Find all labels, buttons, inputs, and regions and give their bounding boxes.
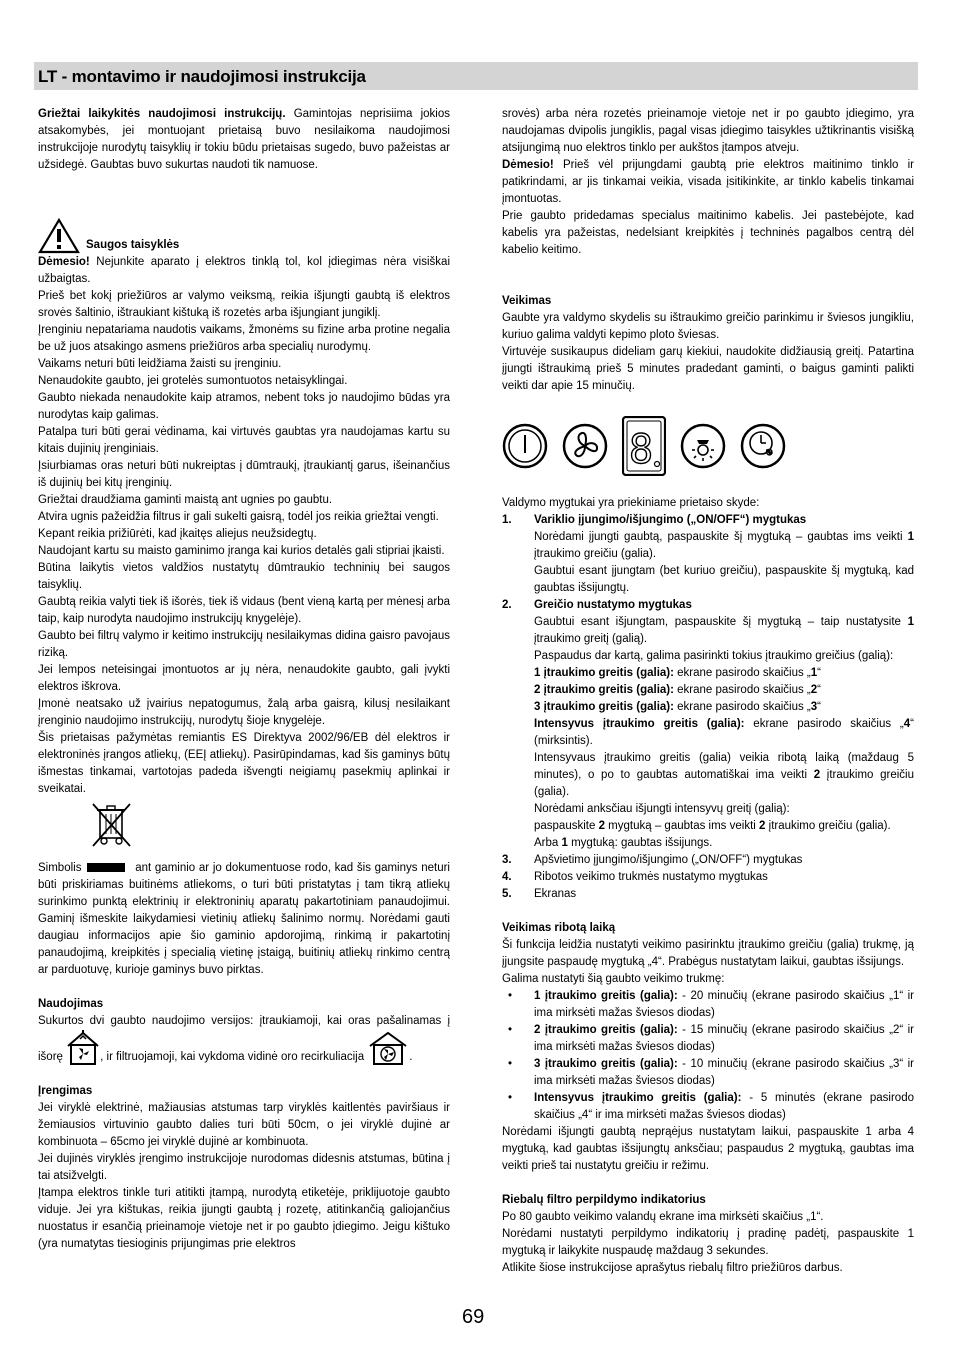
intro-paragraph: Griežtai laikykitės naudojimosi instrukcijų. Gamintojas neprisiima jokios atsakomybės, jei montuojant prietaisą buvo nesilaikoma naudojimosi instrukcijoje nurodytų taisyklių ir tokiu būdu prietaisas sugedo, buvo pažeistas ar užsidegė. Gaubtas buvo sukurtas naudoti tik namuose.: [38, 108, 450, 171]
attention-paragraph: Dėmesio! Nejunkite aparato į elektros tinklą tol, kol įdiegimas nėra visiškai užbaigtas.: [38, 256, 450, 285]
filter-paragraph: Atlikite šiose instrukcijose aprašytus riebalų filtro priežiūros darbus.: [502, 1262, 843, 1274]
right-column: [502, 106, 914, 1277]
speed-1-line: 1 įtraukimo greitis (galia): ekrane pasirodo skaičius „1“: [534, 667, 821, 679]
power-button-icon: [502, 423, 548, 469]
symbol-paragraph: Simbolis ant gaminio ar jo dokumentuose rodo, kad šis gaminys neturi būti priskiriamas buitinėms atliekoms, o turi būti pristatytas į tam tikrą atliekų surinkimo punktą elektrinių ir elektroninių aparatų pakartotiniam panaudojimui. Gaminį išmeskite laikydamiesi vietinių atliekų šalinimo normų. Norėdami gauti daugiau informacijos apie šio gaminio apdorojimą, rinkimą ir pakartotinį panaudojimą, kreipkitės į specialią vietinę įstaigą, buitinių atliekų rinkimo centrą ar parduotuvę, kurioje gaminys buvo pirktas.: [38, 862, 450, 976]
continued-paragraph: srovės) arba nėra rozetės prieinamoje vietoje net ir po gaubto įdiegimo, yra naudojamas dvipolis jungiklis, pagal visas įdiegimo taisykles užtikrinantis visišką atsijungimą nuo elektros tinklo per aukštos įtampos atveju.: [502, 108, 914, 154]
safety-rule: Griežtai draudžiama gaminti maistą ant ugnies po gaubtu.: [38, 494, 333, 506]
safety-rule: Įrenginiu nepatariama naudotis vaikams, žmonėms su fizine arba protine negalia be už juos atsakingo asmens priežiūros arba specialių nurodymų.: [38, 324, 450, 353]
operation-paragraph: Virtuvėje susikaupus dideliam garų kiekiui, naudokite didžiausią greitį. Patartina įjungti ištraukimą prieš 5 minutes pradedant gaminti, o baigus gaminti palikti veikti dar apie 15 minučių.: [502, 346, 914, 392]
limited-bullet-4: • Intensyvus įtraukimo greitis (galia): - 5 minutės (ekrane pasirodo skaičius „4“ ir ima mirksėti mažas šviesos diodas): [508, 1092, 914, 1121]
left-column: [38, 106, 450, 1253]
safety-rule: Kepant reikia prižiūrėti, kad įkaitęs aliejus neužsidegtų.: [38, 528, 317, 540]
digit-display-icon: [622, 416, 666, 476]
safety-rule: Gaubto niekada nenaudokite kaip atramos, nebent toks jo naudojimo būdas yra nurodytas kaip galimas.: [38, 392, 450, 421]
item2-paragraph-2: Paspaudus dar kartą, galima pasirinkti tokius įtraukimo greičius (galią):: [534, 650, 894, 662]
symbol-black-bar: [87, 863, 125, 872]
light-button-icon: [680, 423, 726, 469]
limited-paragraph-2: Galima nustatyti šią gaubto veikimo trukmę:: [502, 973, 725, 985]
install-paragraph: Įtampa elektros tinkle turi atitikti įtampą, nurodytą etiketėje, priklijuotoje gaubto viduje. Jei yra kištukas, reikia įjungti gaubtą į rozetę, atitinkančią galiojančius nuostatus ir esančią prieinamoje vietoje net ir po gaubto įdiegimo. Jeigu kištuko (yra numatytas tiesioginis prijungimas prie elektros: [38, 1187, 450, 1250]
control-item-3: 3. Apšvietimo įjungimo/išjungimo („ON/OFF“) mygtukas: [502, 854, 803, 866]
limited-paragraph-1: Ši funkcija leidžia nustatyti veikimo pasirinktu įtraukimo greičiu (galia) trukmę, ją įjungsite paspaudę mygtuką „4“. Prabėgus nustatytam laikui, gaubtas išsijungs.: [502, 939, 914, 968]
install-heading: Įrengimas: [38, 1085, 93, 1097]
safety-rule: Būtina laikytis vietos valdžios nustatytų dūmtraukio techninių bei saugos taisyklių.: [38, 562, 450, 591]
limited-paragraph-3: Norėdami išjungti gaubtą neprąėjus nustatytam laikui, paspauskite 1 arba 4 mygtuką, kad gaubtas išsijungtų anksčiau; paspaudus 2 mygtuką, gaubtas ima veikti prieš tai nustatytu greičiu ir režimu.: [502, 1126, 914, 1172]
display-digit: 8: [628, 427, 654, 473]
page-title: LT - montavimo ir naudojimosi instrukcija: [38, 67, 366, 86]
intensive-paragraph-4: Arba 1 mygtuką: gaubtas išsijungs.: [534, 837, 713, 849]
limited-bullet-3: • 3 įtraukimo greitis (galia): - 10 minučių (ekrane pasirodo skaičius „3“ ir ima mirksėti mažas šviesos diodas): [508, 1058, 914, 1087]
crossed-bin-icon: [90, 800, 134, 848]
safety-rule: Gaubto bei filtrų valymo ir keitimo instrukcijų nesilaikymas didina gaisro pavojaus riziką.: [38, 630, 450, 659]
filter-paragraph: Po 80 gaubto veikimo valandų ekrane ima mirksėti skaičius „1“.: [502, 1211, 824, 1223]
intensive-paragraph-2: Norėdami anksčiau išjungti intensyvų greitį (galią):: [534, 803, 790, 815]
operation-paragraphs: [502, 310, 914, 395]
safety-rule: Įsiurbiamas oras neturi būti nukreiptas į dūmtraukį, įtraukiantį garus, išeinančius iš dujinių bei kitų įrenginių.: [38, 460, 450, 489]
safety-rule: Atvira ugnis pažeidžia filtrus ir gali sukelti gaisrą, todėl jos reikia griežtai vengti.: [38, 511, 439, 523]
safety-rule: Patalpa turi būti gerai vėdinama, kai virtuvės gaubtas yra naudojamas kartu su kitais dujinių įrenginiais.: [38, 426, 450, 455]
recirculation-hood-icon: [367, 1030, 409, 1066]
safety-rule: Gaubtą reikia valyti tiek iš išorės, tiek iš vidaus (bent vieną kartą per mėnesį arba taip, kaip nurodyta naudojimo instrukcijų knygelėje).: [38, 596, 450, 625]
safety-rule: Vaikams neturi būti leidžiama žaisti su įrenginiu.: [38, 358, 282, 370]
timer-button-icon: [740, 423, 786, 469]
limited-bullet-1: • 1 įtraukimo greitis (galia): - 20 minučių (ekrane pasirodo skaičius „1“ ir ima mirksėti mažas šviesos diodas): [508, 990, 914, 1019]
speed-4-line: Intensyvus įtraukimo greitis (galia): ekrane pasirodo skaičius „4“ (mirksintis).: [534, 718, 914, 747]
safety-rule: Prieš bet kokį priežiūros ar valymo veiksmą, reikia išjungti gaubtą iš elektros srovės šaltinio, ištraukiant kištuką iš rozetės arba išjungiant jungiklį.: [38, 290, 450, 319]
intensive-paragraph-3: paspauskite 2 mygtuką – gaubtas ims veikti 2 įtraukimo greičiu (galia).: [534, 820, 891, 832]
safety-rule: Įmonė neatsako už įvairius nepatogumus, žalą arba gaisrą, kilusį nesilaikant įrenginio naudojimo instrukcijų, nurodytų šioje knygelėje.: [38, 698, 450, 727]
control-item-5: 5. Ekranas: [502, 888, 577, 900]
operation-heading: Veikimas: [502, 295, 552, 307]
ducted-hood-icon: [66, 1030, 100, 1066]
warning-triangle-icon: [38, 218, 80, 254]
safety-heading: Saugos taisyklės: [86, 239, 180, 251]
speed-2-line: 2 įtraukimo greitis (galia): ekrane pasirodo skaičius „2“: [534, 684, 821, 696]
usage-heading: Naudojimas: [38, 998, 104, 1010]
control-panel-icons: [502, 415, 914, 477]
install-paragraphs: [38, 1100, 450, 1253]
limited-heading: Veikimas ribotą laiką: [502, 922, 616, 934]
safety-rule: Naudojant kartu su maisto gaminimo įranga kai kurios detalės gali stipriai įkaisti.: [38, 545, 445, 557]
filter-paragraphs: [502, 1209, 914, 1277]
item1-paragraph-2: Gaubtui esant įjungtam (bet kuriuo greičiu), paspauskite šį mygtuką, kad gaubtas išsijungtų.: [534, 565, 914, 594]
operation-paragraph: Gaubte yra valdymo skydelis su ištraukimo greičio parinkimu ir šviesos jungikliu, kuriuo galima valdyti kepimo ploto šviesas.: [502, 312, 914, 341]
item2-paragraph-1: Gaubtui esant išjungtam, paspauskite šį mygtuką – taip nustatysite 1 įtraukimo greitį (galią).: [534, 616, 914, 645]
install-paragraph: Jei dujinės viryklės įrengimo instrukcijoje nurodomas didesnis atstumas, būtina į tai atsižvelgti.: [38, 1153, 450, 1182]
control-item-4: 4. Ribotos veikimo trukmės nustatymo mygtukas: [502, 871, 768, 883]
cable-paragraph: Prie gaubto pridedamas specialus maitinimo kabelis. Jei pastebėjote, kad kabelis yra pažeistas, nedelsiant kreipkitės į techninės pagalbos centrą dėl kabelio keitimo.: [502, 210, 914, 256]
control-item-2: 2. Greičio nustatymo mygtukas: [502, 599, 692, 611]
safety-rule: Šis prietaisas pažymėtas remiantis ES Direktyva 2002/96/EB dėl elektros ir elektroninės įrangos atliekų, (EEĮ atliekų). Pasirūpindamas, kad šis gaminys būtų išmestas tinkamai, vartotojas padeda išvengti neigiamų pasekmių aplinkai ir sveikatai.: [38, 732, 450, 795]
safety-rules-list: [38, 288, 450, 798]
fan-speed-icon: [562, 423, 608, 469]
filter-heading: Riebalų filtro perpildymo indikatorius: [502, 1194, 706, 1206]
safety-rule: Nenaudokite gaubto, jei grotelės sumontuotos netaisyklingai.: [38, 375, 348, 387]
page-header: [34, 62, 918, 90]
safety-rule: Jei lempos neteisingai įmontuotos ar jų nėra, nenaudokite gaubto, gali įvykti elektros iškrova.: [38, 664, 450, 693]
install-paragraph: Jei viryklė elektrinė, mažiausias atstumas tarp viryklės kaitlentės paviršiaus ir žemiausios virtuvinio gaubto dalies turi būti 50cm, o jei viryklė dujinė ar kombinuota – 65cmo jei viryklė dujinė ar kombinuota.: [38, 1102, 450, 1148]
limited-bullet-2: • 2 įtraukimo greitis (galia): - 15 minučių (ekrane pasirodo skaičius „2“ ir ima mirksėti mažas šviesos diodas): [508, 1024, 914, 1053]
intensive-paragraph-1: Intensyvaus įtraukimo greitis (galia) veikia ribotą laiką (maždaug 5 minutes), o po to gaubtas automatiškai ima veikti 2 įtraukimo greičiu (galia).: [534, 752, 915, 798]
attention-paragraph-2: Dėmesio! Prieš vėl prijungdami gaubtą prie elektros maitinimo tinklo ir patikrindami, ar jis tinkamai veikia, visada įsitikinkite, ar tinklo kabelis tinkamai įmontuotas.: [502, 159, 914, 205]
filter-paragraph: Norėdami nustatyti perpildymo indikatorių į pradinę padėtį, paspauskite 1 mygtuką ir laikykite nuspaudę maždaug 3 sekundes.: [502, 1228, 914, 1257]
usage-paragraph: Sukurtos dvi gaubto naudojimo versijos: įtraukiamoji, kai oras pašalinamas į išorę , ir filtruojamoji, kai vykdoma vidinė oro recirkuliacija .: [38, 1013, 450, 1066]
page-number: 69: [462, 1306, 485, 1328]
speed-3-line: 3 įtraukimo greitis (galia): ekrane pasirodo skaičius „3“: [534, 701, 821, 713]
controls-intro: Valdymo mygtukai yra priekiniame prietaiso skyde:: [502, 497, 760, 509]
item1-paragraph-1: Norėdami įjungti gaubtą, paspauskite šį mygtuką – gaubtas ims veikti 1 įtraukimo greičiu (galia).: [534, 531, 914, 560]
safety-heading-row: [38, 218, 450, 254]
control-item-1: 1. Variklio įjungimo/išjungimo („ON/OFF“) mygtukas: [502, 514, 807, 526]
